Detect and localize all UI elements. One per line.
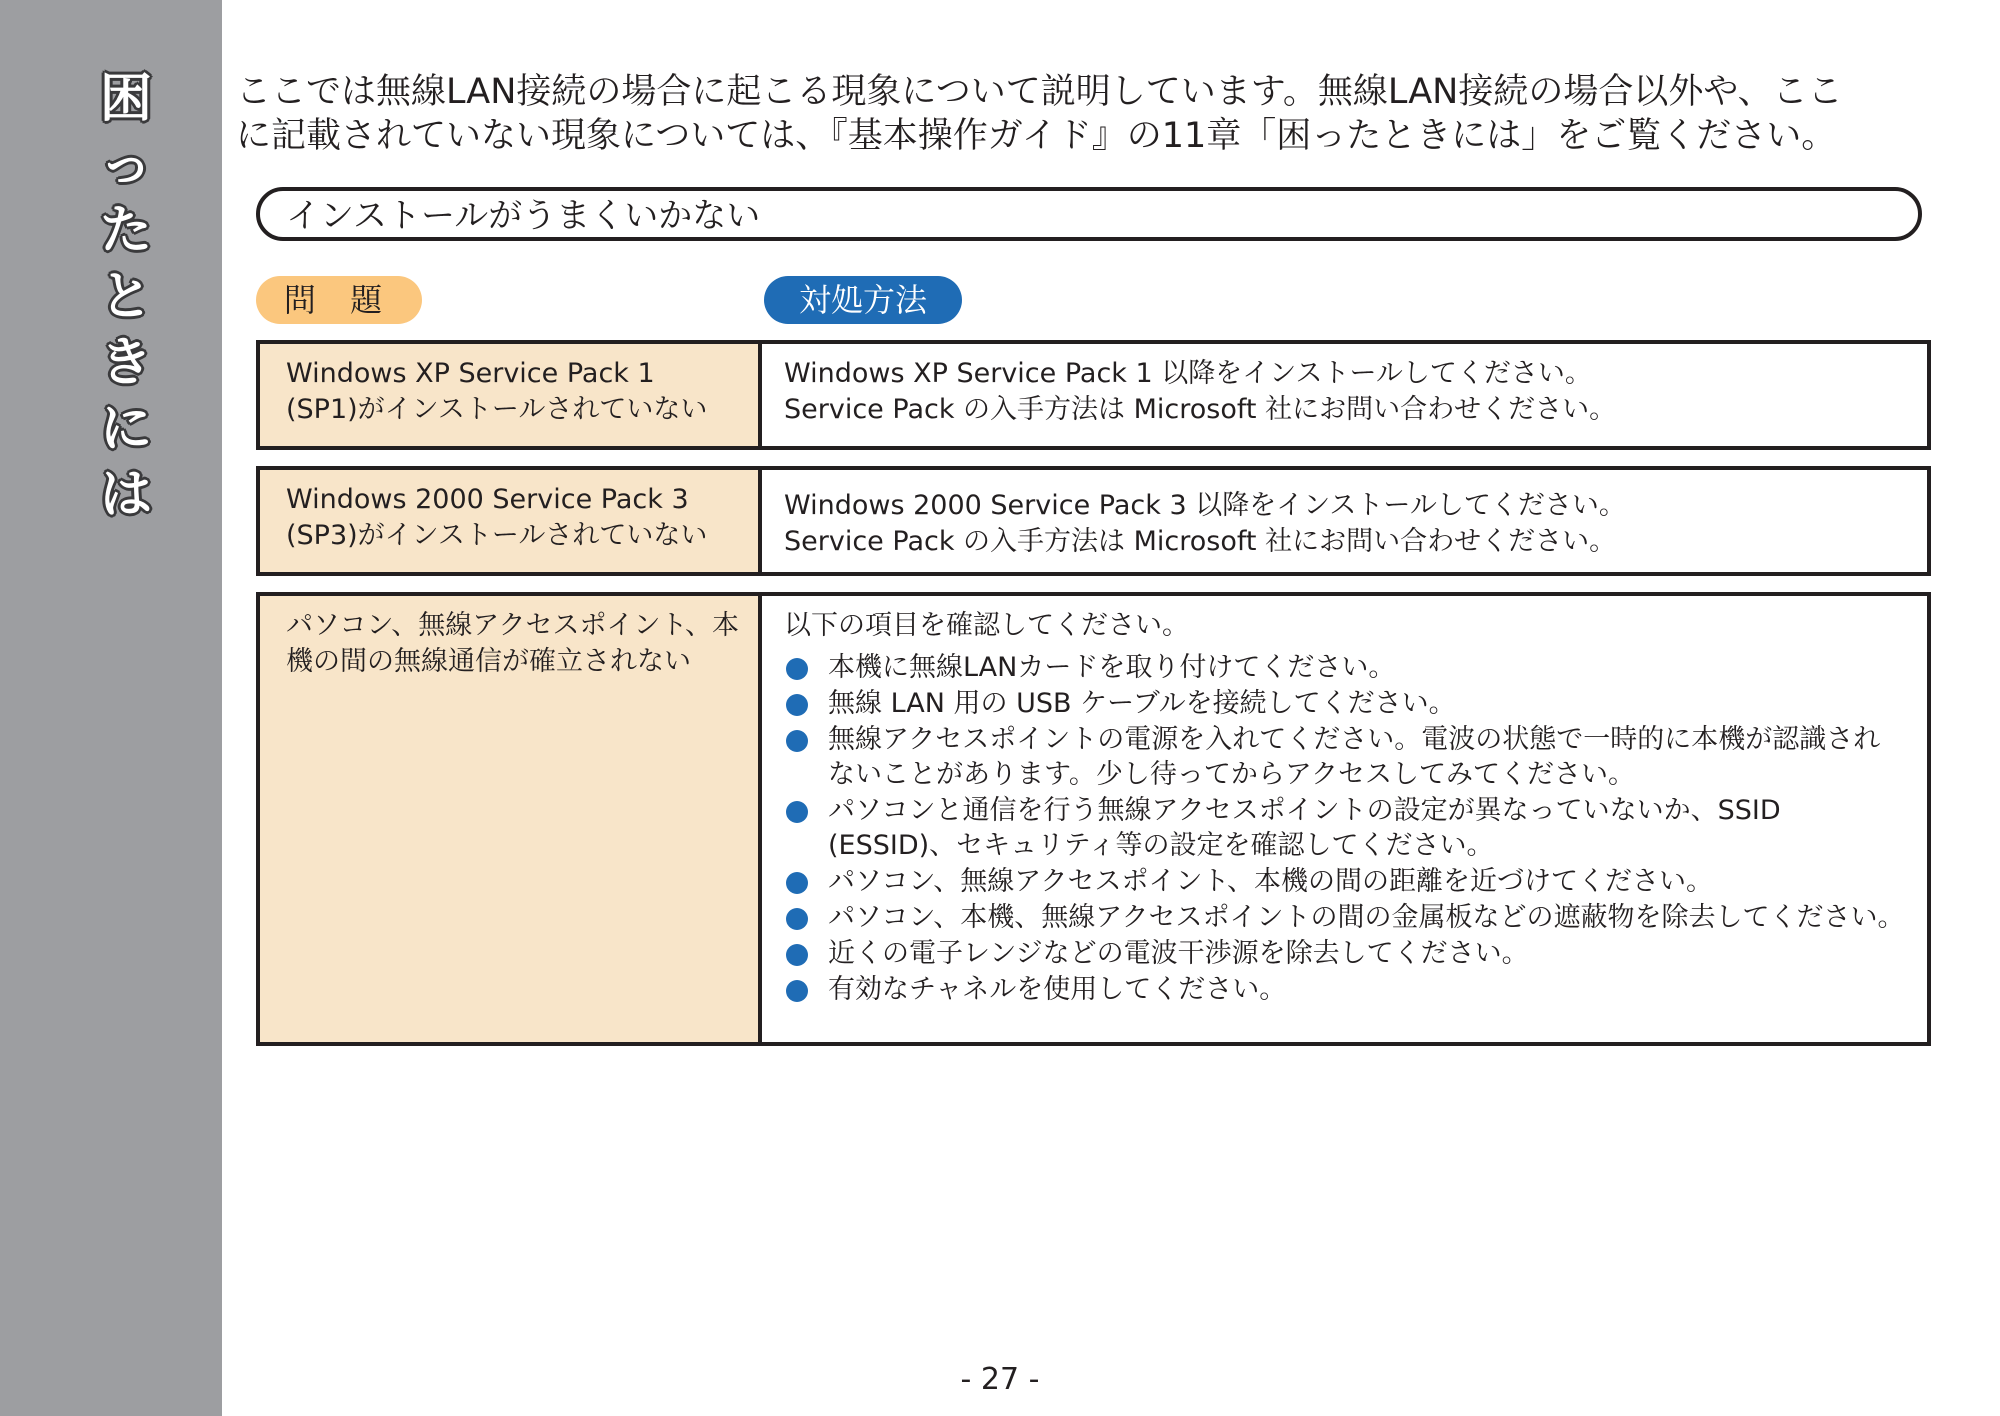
- checklist-item: [784, 864, 1913, 899]
- checklist-text: 有効なチャネルを使用してください。: [828, 974, 1287, 1005]
- chapter-title-char: 困: [99, 69, 152, 129]
- intro-line: ここでは無線LAN接続の場合に起こる現象について説明しています。無線LAN接続の場合以外や、ここ: [236, 72, 1843, 112]
- bullet-dot-icon: [786, 801, 808, 823]
- chapter-title-char: に: [99, 399, 152, 459]
- checklist-text: ないことがあります。少し待ってからアクセスしてみてください。: [828, 759, 1636, 790]
- solution-cell: [762, 344, 1927, 446]
- problem-cell: [260, 596, 762, 1042]
- chapter-side-tab: [0, 0, 222, 1416]
- chapter-title-char: た: [99, 201, 152, 261]
- solution-cell: [762, 470, 1927, 572]
- checklist-text: パソコンと通信を行う無線アクセスポイントの設定が異なっていないか、SSID: [828, 795, 1781, 826]
- checklist-item: [784, 900, 1913, 935]
- problem-text: Windows XP Service Pack 1: [286, 358, 655, 389]
- solution-cell: [762, 596, 1927, 1042]
- checklist-text: 近くの電子レンジなどの電波干渉源を除去してください。: [828, 938, 1529, 969]
- solution-lead: 以下の項目を確認してください。: [784, 610, 1189, 641]
- solution-column-label: 対処方法: [764, 276, 962, 324]
- bullet-dot-icon: [786, 658, 808, 680]
- bullet-dot-icon: [786, 872, 808, 894]
- problem-row: [256, 466, 1931, 576]
- problem-row: [256, 340, 1931, 450]
- checklist-item: [784, 972, 1913, 1007]
- solution-text: Service Pack の入手方法は Microsoft 社にお問い合わせください。: [784, 526, 1617, 557]
- problem-cell: [260, 344, 762, 446]
- checklist-item: [784, 936, 1913, 971]
- bullet-dot-icon: [786, 730, 808, 752]
- checklist-text: パソコン、無線アクセスポイント、本機の間の距離を近づけてください。: [828, 866, 1714, 897]
- bullet-dot-icon: [786, 980, 808, 1002]
- solution-text: Windows XP Service Pack 1 以降をインストールしてください。: [784, 358, 1592, 389]
- problem-text: (SP1)がインストールされていない: [286, 394, 708, 425]
- intro-paragraph: [236, 70, 1936, 158]
- problem-text: (SP3)がインストールされていない: [286, 520, 708, 551]
- checklist-item: [784, 793, 1913, 863]
- solution-text: Windows 2000 Service Pack 3 以降をインストールしてください。: [784, 490, 1626, 521]
- chapter-title-char: き: [99, 333, 152, 393]
- problem-cell: [260, 470, 762, 572]
- checklist-item: [784, 722, 1913, 792]
- chapter-title-vertical: [96, 66, 156, 528]
- page-number: - 27 -: [960, 1362, 1040, 1397]
- chapter-title-char: と: [99, 267, 152, 327]
- problem-text: Windows 2000 Service Pack 3: [286, 484, 689, 515]
- problem-text: 機の間の無線通信が確立されない: [286, 646, 691, 677]
- bullet-dot-icon: [786, 944, 808, 966]
- problem-column-label: 問 題: [256, 276, 422, 324]
- checklist-text: 無線 LAN 用の USB ケーブルを接続してください。: [828, 688, 1456, 719]
- checklist-text: パソコン、本機、無線アクセスポイントの間の金属板などの遮蔽物を除去してください。: [828, 902, 1905, 933]
- section-heading: [256, 187, 1922, 241]
- problem-text: パソコン、無線アクセスポイント、本: [286, 610, 740, 641]
- solution-text: Service Pack の入手方法は Microsoft 社にお問い合わせください。: [784, 394, 1617, 425]
- chapter-title-char: っ: [99, 135, 152, 195]
- checklist: [784, 650, 1913, 1007]
- checklist-text: 無線アクセスポイントの電源を入れてください。電波の状態で一時的に本機が認識され: [828, 724, 1881, 755]
- checklist-item: [784, 650, 1913, 685]
- chapter-title-char: は: [99, 465, 152, 525]
- checklist-text: 本機に無線LANカードを取り付けてください。: [828, 652, 1396, 683]
- checklist-item: [784, 686, 1913, 721]
- bullet-dot-icon: [786, 694, 808, 716]
- intro-line: に記載されていない現象については、『基本操作ガイド』の11章「困ったときには」をご覧ください。: [236, 116, 1837, 156]
- bullet-dot-icon: [786, 908, 808, 930]
- checklist-text: (ESSID)、セキュリティ等の設定を確認してください。: [828, 830, 1494, 861]
- problem-row: [256, 592, 1931, 1046]
- section-title: インストールがうまくいかない: [286, 196, 761, 236]
